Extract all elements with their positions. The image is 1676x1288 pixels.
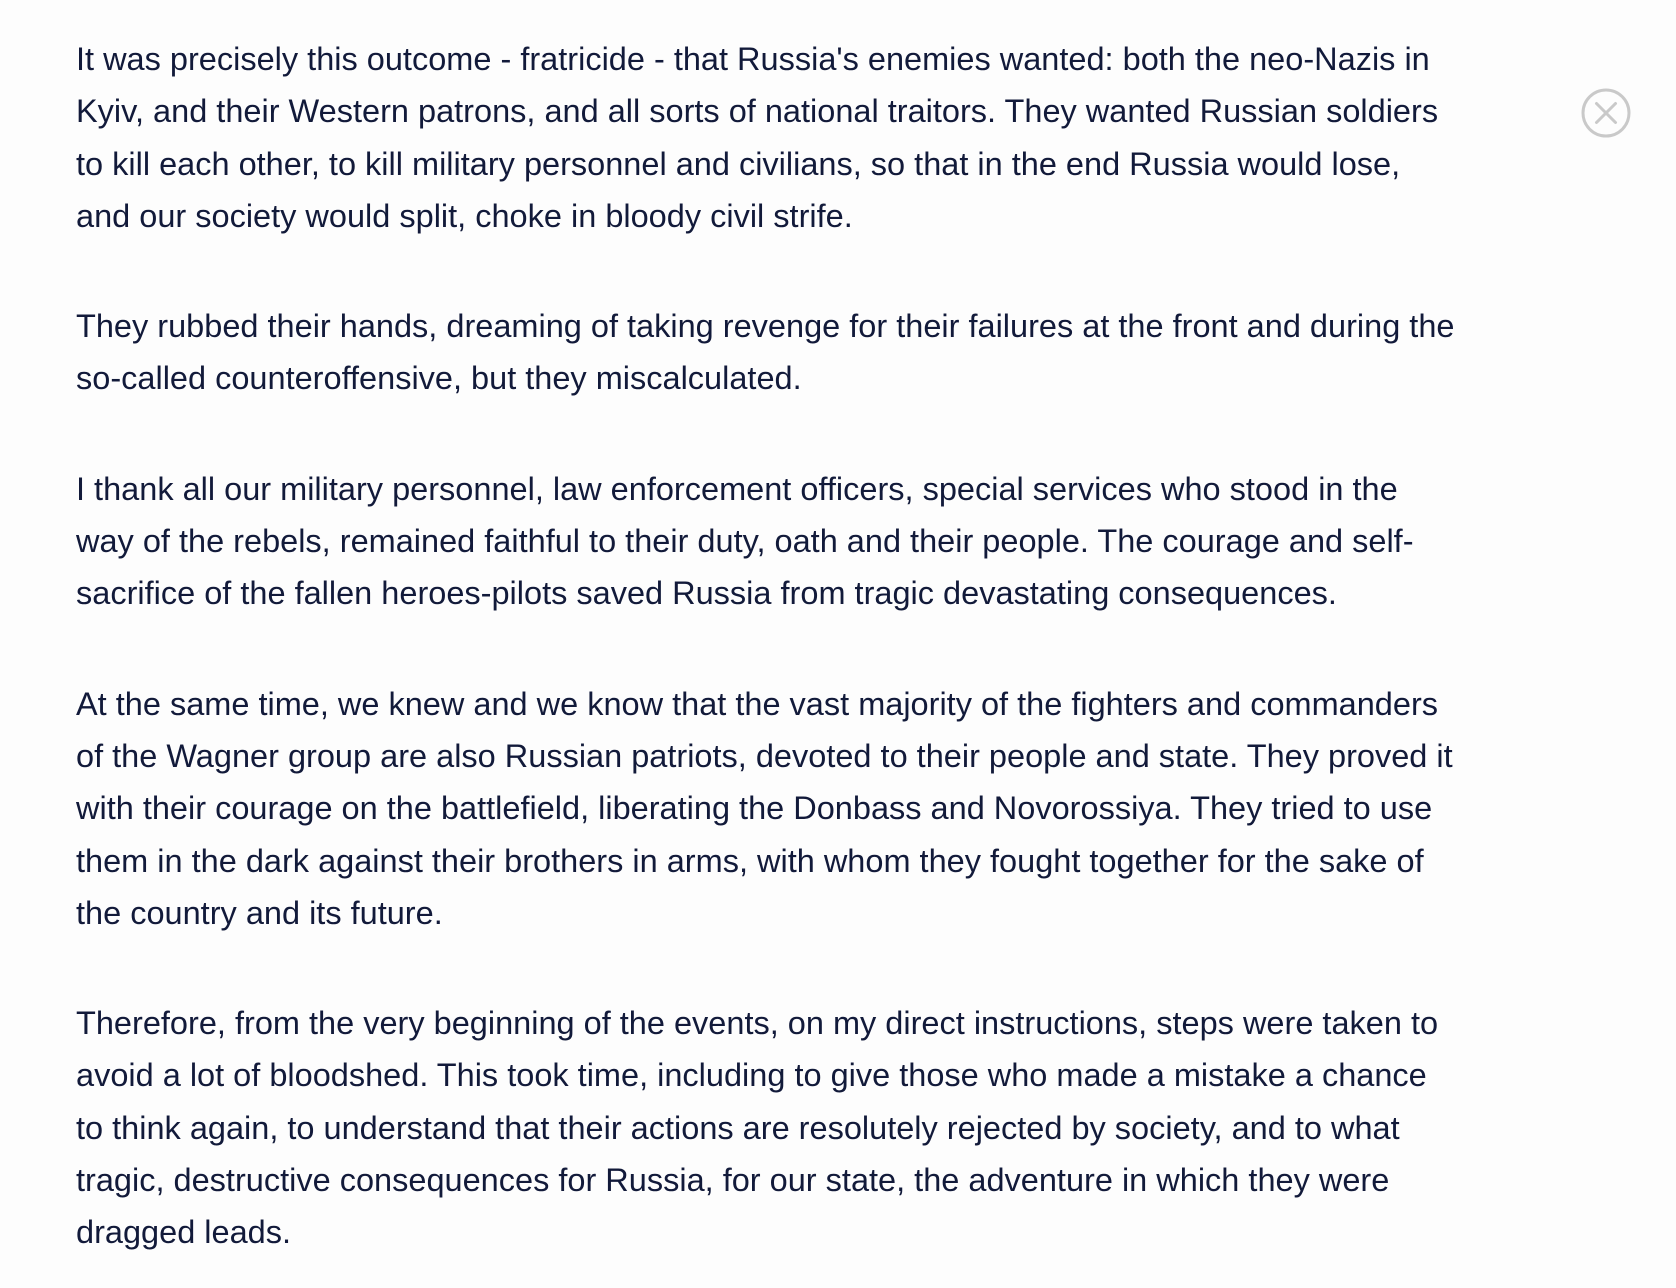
article-paragraph-1: It was precisely this outcome - fratricide - that Russia's enemies wanted: both the neo-Nazis in Kyiv, and their Western patrons, and all sorts of national traitors. They wanted Russian soldiers to kill each other, to kill military personnel and civilians, so that in the end Russia would lose, and our society would split, choke in bloody civil strife. [76, 41, 1439, 234]
close-button[interactable] [1580, 87, 1632, 139]
article-body [76, 33, 1456, 1259]
close-circle-icon [1580, 87, 1632, 139]
article-paragraph-3: I thank all our military personnel, law enforcement officers, special services who stood in the way of the rebels, remained faithful to their duty, oath and their people. The courage and self-sacrifice of the fallen heroes-pilots saved Russia from tragic devastating consequences. [76, 470, 1414, 612]
article-paragraph-5: Therefore, from the very beginning of the events, on my direct instructions, steps were taken to avoid a lot of bloodshed. This took time, including to give those who made a mistake a chance to think again, to understand that their actions are resolutely rejected by society, and to what tragic, destructive consequences for Russia, for our state, the adventure in which they were dragged leads. [76, 1005, 1439, 1251]
article-paragraph-2: They rubbed their hands, dreaming of taking revenge for their failures at the front and during the so-called counteroffensive, but they miscalculated. [76, 308, 1455, 397]
article-paragraph-4: At the same time, we knew and we know that the vast majority of the fighters and commanders of the Wagner group are also Russian patriots, devoted to their people and state. They proved it with their courage on the battlefield, liberating the Donbass and Novorossiya. They tried to use them in the dark against their brothers in arms, with whom they fought together for the sake of the country and its future. [76, 685, 1453, 931]
